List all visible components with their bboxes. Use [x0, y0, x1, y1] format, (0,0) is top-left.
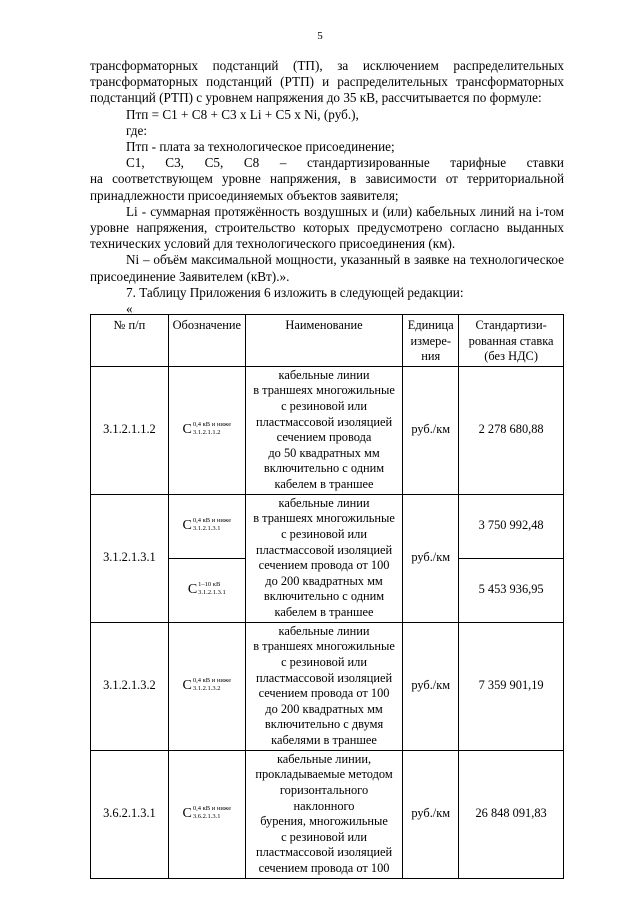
- table-row: [91, 750, 564, 878]
- rate-symbol: C 0,4 кВ и ниже 3.1.2.1.1.2: [182, 421, 232, 438]
- where-label: где:: [126, 122, 147, 138]
- table-row: [91, 366, 564, 494]
- row-num: 3.6.2.1.3.1: [91, 750, 169, 878]
- header-name: Наименование: [245, 315, 402, 367]
- formula: Птп = С1 + С8 + С3 х Li + С5 х Ni, (руб.),: [126, 106, 359, 122]
- rate-symbol: C 0,4 кВ и ниже 3.1.2.1.3.2: [182, 677, 232, 694]
- rate-symbol: C 0,4 кВ и ниже 3.1.2.1.3.1: [182, 517, 232, 534]
- header-rate: Стандартизи- рованная ставка (без НДС): [459, 315, 564, 367]
- item-7: 7. Таблицу Приложения 6 изложить в следующей редакции:: [126, 284, 464, 300]
- header-designation: Обозначение: [168, 315, 245, 367]
- rate-symbol: C 0,4 кВ и ниже 3.6.2.1.3.1: [182, 805, 232, 822]
- row-unit: руб./км: [403, 494, 459, 622]
- body-text: [90, 58, 564, 317]
- row-rate: 3 750 992,48: [459, 494, 564, 558]
- row-name: кабельные линии в траншеях многожильные с резиновой или пластмассовой изоляцией сечением провода от 100 до 200 квадратных мм включительно с одним кабелем в траншее: [245, 494, 402, 622]
- coef-c1: С1,: [126, 155, 145, 171]
- row-designation: [168, 558, 245, 622]
- definition-li: Li - суммарная протяжённость воздушных и (или) кабельных линий на i-том уровне напряжения, строительство которых предусмотрено согласно выданных технических условий для технологического присоединения (км).: [90, 203, 564, 252]
- page-number: 5: [317, 30, 323, 42]
- row-rate: 26 848 091,83: [459, 750, 564, 878]
- row-num: 3.1.2.1.1.2: [91, 366, 169, 494]
- rates-table: [90, 314, 564, 879]
- coefficients-rest: на соответствующем уровне напряжения, в зависимости от территориальной принадлежности присоединяемых объектов заявителя;: [90, 171, 564, 203]
- row-unit: руб./км: [403, 622, 459, 750]
- definition-ni: Ni – объём максимальной мощности, указанный в заявке на технологическое присоединение Заявителем (кВт).».: [90, 252, 564, 284]
- row-unit: руб./км: [403, 750, 459, 878]
- table-row: [91, 494, 564, 558]
- row-num: 3.1.2.1.3.2: [91, 622, 169, 750]
- header-num: № п/п: [91, 315, 169, 367]
- row-rate: 7 359 901,19: [459, 622, 564, 750]
- paragraph-intro: трансформаторных подстанций (ТП), за исключением распределительных трансформаторных подстанций (РТП) и распределительных трансформаторных подстанций (РТП) с уровнем напряжения до 35 кВ, рассчитывается по формуле:: [90, 58, 564, 106]
- row-num: 3.1.2.1.3.1: [91, 494, 169, 622]
- row-designation: [168, 366, 245, 494]
- row-rate: 5 453 936,95: [459, 558, 564, 622]
- table-row: [91, 622, 564, 750]
- quote-open: «: [126, 301, 133, 317]
- row-name: кабельные линии, прокладываемые методом горизонтального наклонного бурения, многожильные с резиновой или пластмассовой изоляцией сечением провода от 100: [245, 750, 402, 878]
- coef-c8: С8: [243, 155, 260, 171]
- row-designation: [168, 750, 245, 878]
- row-name: кабельные линии в траншеях многожильные с резиновой или пластмассовой изоляцией сечением провода от 100 до 200 квадратных мм включительно с двумя кабелями в траншее: [245, 622, 402, 750]
- coef-c3: С3,: [165, 155, 184, 171]
- coef-dash: –: [279, 155, 287, 171]
- row-designation: [168, 622, 245, 750]
- rate-symbol: C 1–10 кВ 3.1.2.1.3.1: [187, 581, 226, 598]
- coef-c5: С5,: [204, 155, 224, 171]
- coefficients-line: [90, 155, 564, 171]
- row-designation: [168, 494, 245, 558]
- coef-word-2: тарифные: [450, 155, 507, 171]
- row-unit: руб./км: [403, 366, 459, 494]
- coef-word-3: ставки: [526, 155, 564, 171]
- coef-word-1: стандартизированные: [307, 155, 430, 171]
- definition-ptp: Птп - плата за технологическое присоединение;: [126, 139, 395, 155]
- header-unit: Единица измере- ния: [403, 315, 459, 367]
- row-name: кабельные линии в траншеях многожильные с резиновой или пластмассовой изоляцией сечением провода до 50 квадратных мм включительно с одним кабелем в траншее: [245, 366, 402, 494]
- table-header-row: [91, 315, 564, 367]
- row-rate: 2 278 680,88: [459, 366, 564, 494]
